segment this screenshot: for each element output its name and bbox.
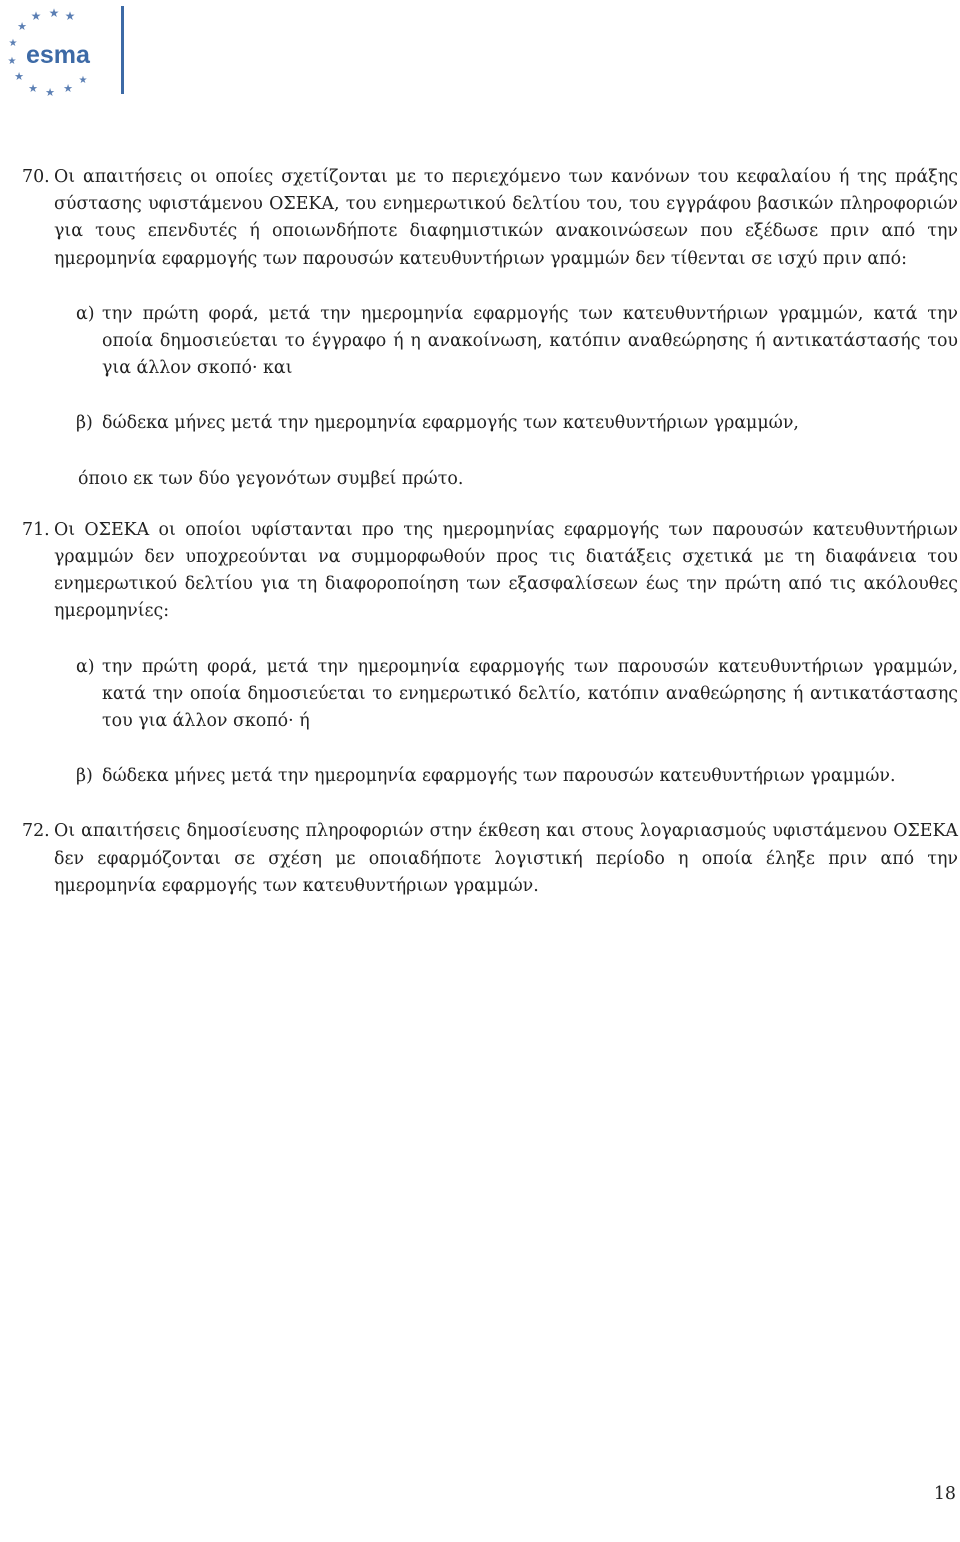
logo-wordmark: esma [26, 41, 90, 69]
paragraph-72 [22, 818, 958, 900]
svg-text:★: ★ [14, 70, 24, 83]
svg-text:★: ★ [17, 20, 27, 33]
paragraph-text: Οι ΟΣΕΚΑ οι οποίοι υφίστανται προ της ημερομηνίας εφαρμογής των παρουσών κατευθυντήριων γραμμών δεν υποχρεούνται να συμμορφωθούν προς τις διατάξεις σχετικά με τη διαφάνεια του ενημερωτικού δελτίου για τη διαφοροποίηση των εξασφαλίσεων έως την πρώτη από τις ακόλουθες ημερομηνίες: [54, 519, 958, 622]
esma-logo-graphic [6, 6, 116, 98]
paragraph-text: Οι απαιτήσεις δημοσίευσης πληροφοριών στην έκθεση και στους λογαριασμούς υφιστάμενου ΟΣΕΚΑ δεν εφαρμόζονται σε σχέση με οποιαδήποτε λογιστική περίοδο η οποία έληξε πριν από την ημερομηνία εφαρμογής των κατευθυντήριων γραμμών. [54, 821, 958, 896]
list-item [22, 301, 958, 383]
svg-text:★: ★ [7, 56, 17, 67]
paragraph-71 [22, 517, 958, 626]
svg-text:★: ★ [64, 9, 76, 23]
svg-text:★: ★ [48, 6, 60, 20]
list-item-label: β) [76, 766, 93, 787]
list-item-text: δώδεκα μήνες μετά την ημερομηνία εφαρμογής των παρουσών κατευθυντήριων γραμμών. [102, 766, 896, 787]
list-item-label: α) [76, 303, 95, 324]
list-item-text: την πρώτη φορά, μετά την ημερομηνία εφαρμογής των κατευθυντήριων γραμμών, κατά την οποία δημοσιεύεται το έγγραφο ή η ανακοίνωση, κατόπιν αναθεώρησης ή αντικατάστασής του για άλλον σκοπό· και [102, 303, 958, 379]
document-body [22, 164, 958, 900]
list-item [22, 654, 958, 736]
list-item-label: β) [76, 413, 93, 434]
svg-text:★: ★ [45, 86, 55, 98]
paragraph-closing: όποιο εκ των δύο γεγονότων συμβεί πρώτο. [78, 468, 464, 489]
svg-text:★: ★ [30, 9, 42, 23]
svg-text:★: ★ [78, 75, 88, 86]
svg-text:★: ★ [28, 82, 38, 95]
list-item-label: α) [76, 656, 95, 677]
logo-divider [121, 6, 124, 94]
list-item-text: δώδεκα μήνες μετά την ημερομηνία εφαρμογής των κατευθυντήριων γραμμών, [102, 413, 799, 434]
list-item [22, 410, 958, 437]
esma-logo [6, 6, 116, 98]
list-item-text: την πρώτη φορά, μετά την ημερομηνία εφαρμογής των παρουσών κατευθυντήριων γραμμών, κατά την οποία δημοσιεύεται το ενημερωτικό δελτίο, κατόπιν αναθεώρησης ή αντικατάστασης του για άλλον σκοπό· ή [102, 656, 958, 732]
paragraph-number: 72. [22, 821, 50, 842]
paragraph-text: Οι απαιτήσεις οι οποίες σχετίζονται με το περιεχόμενο των κανόνων του κεφαλαίου ή της πράξης σύστασης υφιστάμενου ΟΣΕΚΑ, του ενημερωτικού δελτίου του, του εγγράφου βασικών πληροφοριών για τους επενδυτές ή οποιωνδήποτε διαφημιστικών ανακοινώσεων που εξέδωσε πριν από την ημερομηνία εφαρμογής των παρουσών κατευθυντήριων γραμμών δεν τίθενται σε ισχύ πριν από: [54, 167, 958, 269]
list-item [22, 763, 958, 790]
paragraph-70 [22, 164, 958, 273]
paragraph-number: 70. [22, 167, 50, 187]
paragraph-number: 71. [22, 519, 50, 540]
page-number: 18 [933, 1484, 956, 1504]
svg-text:★: ★ [63, 82, 73, 95]
svg-text:★: ★ [8, 38, 18, 49]
